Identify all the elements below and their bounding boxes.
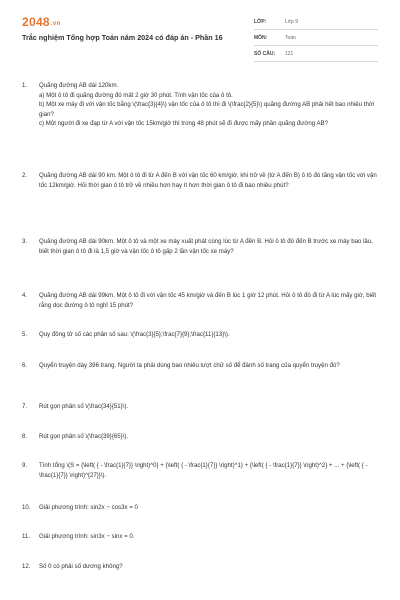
question-12 xyxy=(22,562,382,572)
question-number: 7. xyxy=(22,403,28,410)
question-number: 2. xyxy=(22,172,28,179)
meta-row-subject xyxy=(254,30,378,46)
question-text: Rút gọn phân số \(\frac{34}{51}\). xyxy=(39,403,129,410)
question-text: a) Một ô tô đi quãng đường đó mất 2 giờ 30 phút. Tính vận tốc của ô tô. xyxy=(39,91,233,99)
header xyxy=(0,0,400,62)
question-text: Quãng đường AB dài 99km. Một ô tô đi với vận tốc 45 km/giờ và đến B lúc 1 giờ 12 phút. Hỏi ô tô đó đi từ A lúc mấy giờ, biết rằng dọc đường ô tô nghỉ 15 phút? xyxy=(39,292,377,309)
question-9 xyxy=(22,461,382,480)
meta-value: Lớp 9 xyxy=(285,18,299,25)
question-text: c) Một người đi xe đạp từ A với vận tốc 15km/giờ thì trong 48 phút sẽ đi được mấy phần quãng đường AB? xyxy=(39,120,329,128)
question-4 xyxy=(22,291,382,310)
question-7 xyxy=(22,402,382,412)
question-number: 9. xyxy=(22,462,28,469)
meta-value: Toán xyxy=(285,34,296,41)
question-10 xyxy=(22,503,382,513)
meta-row-class xyxy=(254,14,378,30)
question-2 xyxy=(22,171,382,190)
question-5 xyxy=(22,330,382,340)
brand-logo[interactable] xyxy=(22,15,60,29)
question-3 xyxy=(22,237,382,256)
question-number: 10. xyxy=(22,504,31,511)
question-number: 12. xyxy=(22,563,31,570)
question-number: 11. xyxy=(22,533,31,540)
question-8 xyxy=(22,432,382,442)
question-1 xyxy=(22,81,382,129)
question-text: Quãng đường AB dài 120km. xyxy=(39,82,119,89)
page-title: Trắc nghiệm Tổng hợp Toán năm 2024 có đáp án - Phần 16 xyxy=(22,33,223,42)
meta-value: 121 xyxy=(285,50,294,57)
question-number: 6. xyxy=(22,362,28,369)
question-text: Số 0 có phải số dương không? xyxy=(39,563,123,570)
question-text: Rút gọn phân số \(\frac{39}{65}\). xyxy=(39,433,129,440)
question-text: Tính tổng \(S = {\left( { - \frac{1}{7}} \right)^0} + {\left( { - \frac{1}{7}} \right)^1} + {\left( { - \frac{1}{7}} \right)^2} + ... + {\left( { - \frac{1}{7}} \right)^{27}}\). xyxy=(39,462,368,479)
meta-label: SỐ CÂU: xyxy=(254,50,276,57)
question-text: Giải phương trình: sin3x − sinx = 0. xyxy=(39,533,135,540)
question-text: Quãng đường AB dài 90 km. Một ô tô đi từ A đến B với vận tốc 60 km/giờ, khi trở về (từ A đến B) ô tô đó tăng vận tốc với vận tốc 12km/giờ. Hỏi thời gian ô tô trở về nhiều hơn hay ít hơn thời gian ô tô đi bao nhiêu phút? xyxy=(39,172,377,189)
question-6 xyxy=(22,361,382,371)
question-number: 5. xyxy=(22,331,28,338)
question-number: 8. xyxy=(22,433,28,440)
brand-suffix: .vn xyxy=(50,21,61,27)
question-text: b) Một xe máy đi với vận tốc bằng \(\frac{3}{4}\) vận tốc của ô tô thì đi \(\frac{2}{5}\) quãng đường AB phải hết bao nhiêu thời gian? xyxy=(39,101,375,118)
meta-label: MÔN: xyxy=(254,34,268,41)
meta-label: LỚP: xyxy=(254,18,267,25)
meta-row-count xyxy=(254,46,378,62)
question-text: Quyển truyện dày 396 trang. Người ta phải dùng bao nhiêu lượt chữ số để đánh số trang của quyển truyện đó? xyxy=(39,362,340,369)
question-number: 4. xyxy=(22,292,28,299)
brand-name: 2048 xyxy=(22,15,50,29)
question-11 xyxy=(22,532,382,542)
question-number: 1. xyxy=(22,82,28,89)
question-text: Giải phương trình: sin2x − cos3x = 0 xyxy=(39,504,138,511)
question-number: 3. xyxy=(22,238,28,245)
question-text: Quãng đường AB dài 90km. Một ô tô và một xe máy xuất phát cùng lúc từ A đến B. Hỏi ô tô đó đến B trước xe máy bao lâu, biết thời gian ô tô đi là 1,5 giờ và vận tốc ô tô gấp 2 lần vận tốc xe máy? xyxy=(39,238,373,255)
question-text: Quy đồng tử số các phân số sau: \(\frac{3}{5};\frac{7}{9};\frac{11}{13}\). xyxy=(39,331,230,338)
meta-table xyxy=(254,14,378,62)
